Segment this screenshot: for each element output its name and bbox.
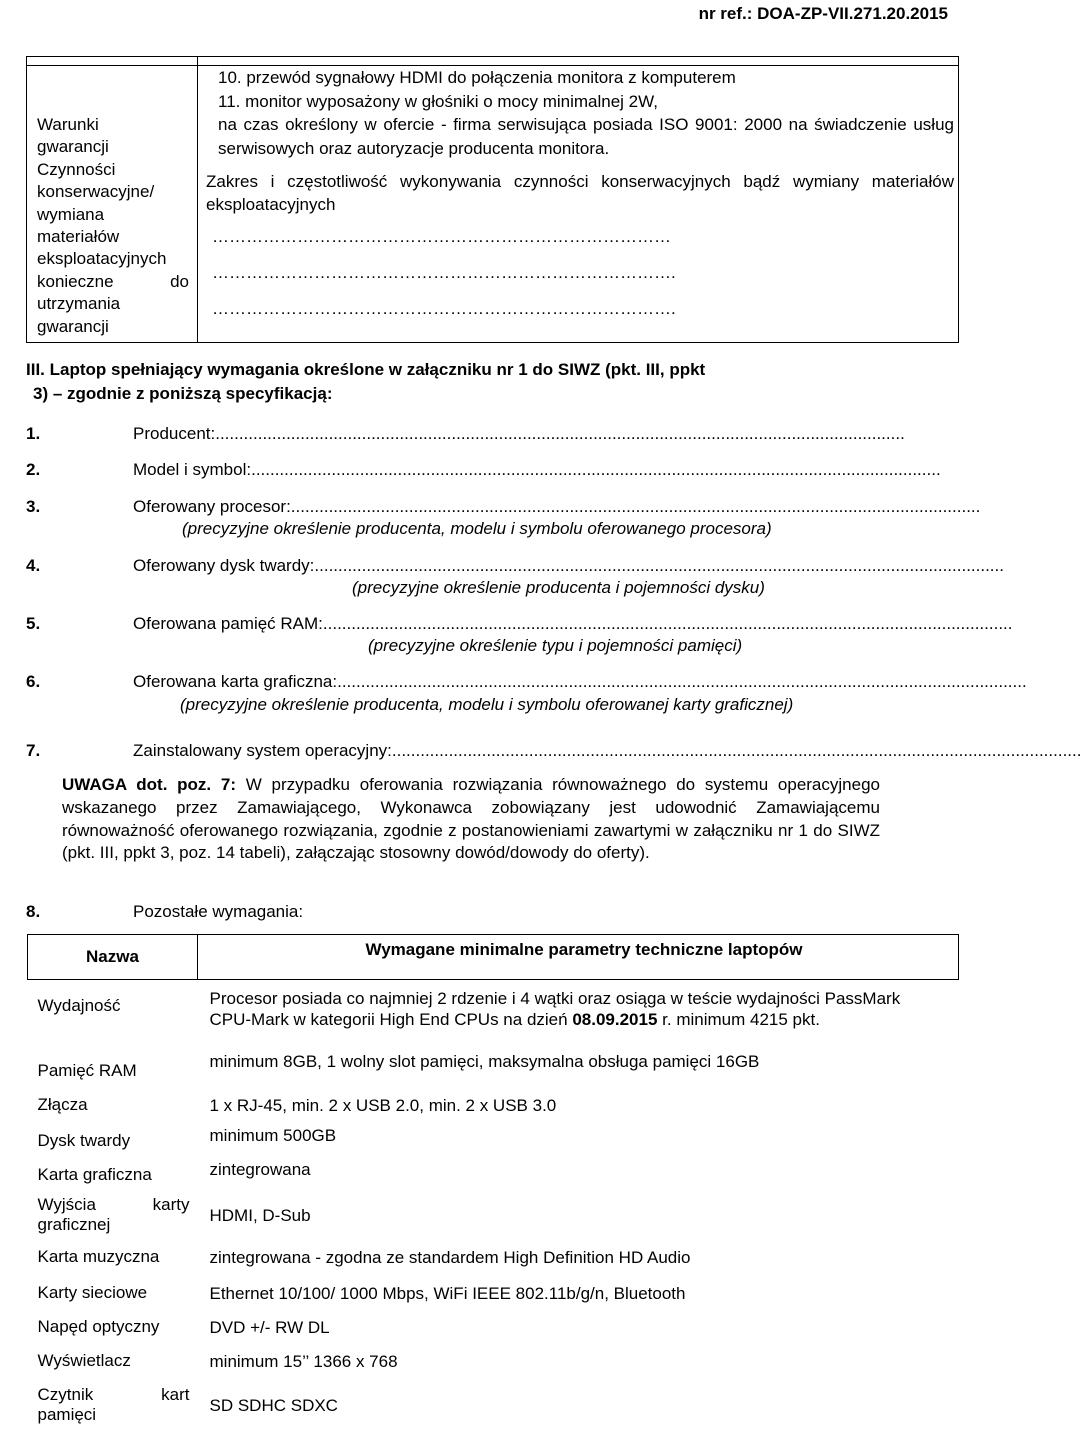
label-line: gwarancji xyxy=(37,316,109,336)
spec-name-line: pamięci xyxy=(37,1404,97,1424)
os-note-text: W przypadku oferowania rozwiązania równoważnego do systemu operacyjnego wskazanego przez Zamawiającego, Wykonawca zobowiązany jest udowodnić Zamawiającemu równoważność oferowanego rozwiązania, zgodnie z postanowieniami zawartymi w załączniku nr 1 do SIWZ (pkt. III, ppkt 3, poz. 14 tabeli), załączając stosowny dowód/dowody do oferty). xyxy=(62,775,880,863)
spec-value: minimum 500GB xyxy=(209,1125,337,1145)
spec-value: Ethernet 10/100/ 1000 Mbps, WiFi IEEE 802.11b/g/n, Bluetooth xyxy=(209,1283,686,1303)
spec-value: HDMI, D-Sub xyxy=(209,1205,311,1225)
item-number: 4. xyxy=(26,556,41,575)
section-heading-line2: 3) – zgodnie z poniższą specyfikacją: xyxy=(33,384,333,403)
label-line: konieczne do xyxy=(37,271,189,291)
label-line: wymiana xyxy=(37,204,105,224)
monitor-item-11: 11. monitor wyposażony w głośniki o mocy minimalnej 2W, xyxy=(218,91,658,111)
spec-value: 1 x RJ-45, min. 2 x USB 2.0, min. 2 x USB 3.0 xyxy=(209,1095,557,1115)
label-line: gwarancji xyxy=(37,137,109,157)
dots-line: ………………………………………………………………………. xyxy=(212,299,676,318)
item-note: (precyzyjne określenie typu i pojemności pamięci) xyxy=(368,636,743,655)
spec-name: Karta muzyczna xyxy=(37,1246,160,1266)
warranty-content-cell xyxy=(198,66,959,343)
spec-table xyxy=(27,934,959,1429)
section-heading xyxy=(26,358,936,406)
spec-value: SD SDHC SDXC xyxy=(209,1395,338,1415)
item-label: Oferowany procesor:.................................................................................................................................................. xyxy=(133,497,981,516)
spec-name: Dysk twardy xyxy=(37,1130,131,1150)
spec-name-line: Czytnik kart xyxy=(37,1384,190,1404)
maintenance-scope-text: Zakres i częstotliwość wykonywania czynności konserwacyjnych bądź wymiany materiałów eksploatacyjnych xyxy=(206,172,954,214)
item-note: (precyzyjne określenie producenta, modelu i symbolu oferowanej karty graficznej) xyxy=(180,695,794,714)
label-line: konserwacyjne/ xyxy=(37,182,155,202)
monitor-item-10: 10. przewód sygnałowy HDMI do połączenia monitora z komputerem xyxy=(218,68,736,87)
label-line: eksploatacyjnych xyxy=(37,249,167,269)
item-note: (precyzyjne określenie producenta, modelu i symbolu oferowanego procesora) xyxy=(182,519,772,538)
warranty-label-cell xyxy=(27,66,198,343)
item-note: (precyzyjne określenie producenta i pojemności dysku) xyxy=(352,578,765,597)
spec-value-performance xyxy=(198,980,959,1051)
item-number: 2. xyxy=(26,460,41,479)
spec-header-name: Nazwa xyxy=(28,935,198,980)
spec-name: Wyświetlacz xyxy=(37,1350,131,1370)
os-note-heading: UWAGA dot. poz. 7: xyxy=(62,775,237,794)
spec-name-line: graficznej xyxy=(37,1214,111,1234)
spec-value: minimum 15’’ 1366 x 768 xyxy=(209,1351,398,1371)
spec-value: zintegrowana - zgodna ze standardem High Definition HD Audio xyxy=(209,1247,691,1267)
item-label: Pozostałe wymagania: xyxy=(133,902,304,921)
item-number: 1. xyxy=(26,424,41,443)
spec-name-line: Wyjścia karty xyxy=(37,1194,190,1214)
item-label: Oferowana karta graficzna:.................................................................................................................................................. xyxy=(133,672,1027,691)
dots-line: ………………………………………………………………………. xyxy=(212,263,676,282)
warranty-text: na czas określony w ofercie - firma serwisująca posiada ISO 9001: 2000 na świadczenie usług serwisowych oraz autoryzacje producenta monitora. xyxy=(218,115,954,158)
item-graphics xyxy=(26,672,1027,732)
spec-name: Karty sieciowe xyxy=(37,1282,148,1302)
item-label: Zainstalowany system operacyjny:.................................................................................................................................................. xyxy=(133,741,1081,760)
label-line: utrzymania xyxy=(37,294,121,314)
item-label: Producent:.................................................................................................................................................. xyxy=(133,424,905,443)
item-number: 3. xyxy=(26,497,41,516)
spec-value: DVD +/- RW DL xyxy=(209,1317,330,1337)
item-number: 5. xyxy=(26,614,41,633)
item-label: Oferowany dysk twardy:.................................................................................................................................................. xyxy=(133,556,1004,575)
label-line: materiałów xyxy=(37,227,120,247)
item-number: 6. xyxy=(26,672,41,691)
spec-name: Pamięć RAM xyxy=(37,1060,137,1080)
item-number: 8. xyxy=(26,902,41,921)
spec-name xyxy=(28,1189,198,1241)
perf-text: Procesor posiada co najmniej 2 rdzenie i 4 wątki oraz osiąga w teście wydajności PassMark CPU-Mark w kategorii High End CPUs na dzień xyxy=(209,989,901,1029)
spec-name: Wydajność xyxy=(37,996,121,1015)
item-number: 7. xyxy=(26,741,41,760)
spec-value: zintegrowana xyxy=(209,1159,311,1179)
dots-line: ……………………………………………………………………… xyxy=(212,227,671,246)
warranty-table xyxy=(26,56,959,343)
perf-date: 08.09.2015 xyxy=(572,1010,658,1029)
label-line: Czynności xyxy=(37,159,116,179)
section-heading-line1: III. Laptop spełniający wymagania określone w załączniku nr 1 do SIWZ (pkt. III, ppkt xyxy=(26,360,706,379)
item-label: Oferowana pamięć RAM:.................................................................................................................................................. xyxy=(133,614,1013,633)
fill-in-dots xyxy=(206,219,954,327)
spec-name xyxy=(28,1379,198,1429)
document-reference: nr ref.: DOA-ZP-VII.271.20.2015 xyxy=(698,4,948,23)
spec-name: Napęd optyczny xyxy=(37,1316,160,1336)
os-note xyxy=(62,774,880,865)
label-line: Warunki xyxy=(37,115,99,134)
spec-header-params: Wymagane minimalne parametry techniczne laptopów xyxy=(198,935,959,980)
spec-value: minimum 8GB, 1 wolny slot pamięci, maksymalna obsługa pamięci 16GB xyxy=(209,1051,760,1071)
item-label: Model i symbol:.................................................................................................................................................. xyxy=(133,460,941,479)
perf-text-end: r. minimum 4215 pkt. xyxy=(662,1010,820,1029)
spec-name: Karta graficzna xyxy=(37,1164,152,1184)
spec-name: Złącza xyxy=(37,1094,88,1114)
